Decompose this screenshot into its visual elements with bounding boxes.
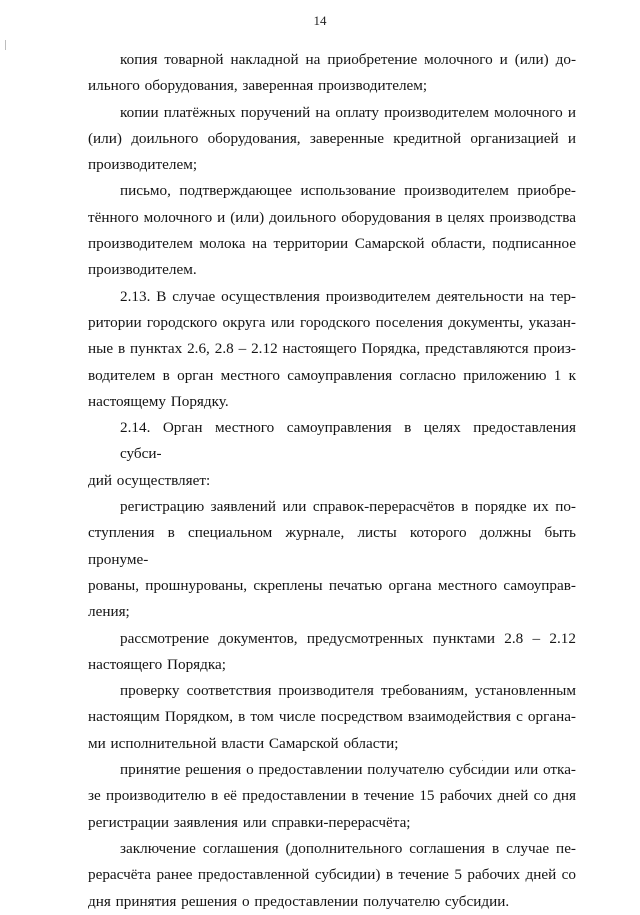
- text-line: рованы, прошнурованы, скреплены печатью органа местного самоуправ-: [88, 576, 576, 594]
- text-line: водителем в орган местного самоуправления согласно приложению 1 к: [88, 366, 576, 384]
- paragraph-2-13: [88, 284, 576, 415]
- text-line: производителем.: [88, 261, 197, 279]
- paragraph-2-14: [88, 415, 576, 494]
- paragraph-decision: [88, 757, 576, 836]
- text-line: ступления в специальном журнале, листы которого должны быть пронуме-: [88, 524, 576, 568]
- text-line: тённого молочного и (или) доильного оборудования в целях производства: [88, 208, 576, 226]
- text-line: ильного оборудования, заверенная производителем;: [88, 77, 428, 95]
- document-body: [88, 47, 576, 915]
- text-line: регистрацию заявлений или справок-перерасчётов в порядке их по-: [120, 498, 576, 516]
- text-line: принятие решения о предоставлении получателю субсидии или отка-: [120, 761, 576, 779]
- text-line: копии платёжных поручений на оплату производителем молочного и: [120, 103, 576, 121]
- text-line: ные в пунктах 2.6, 2.8 – 2.12 настоящего Порядка, представляются произ-: [88, 340, 576, 358]
- text-line: ления;: [88, 603, 130, 621]
- text-line: дня принятия решения о предоставлении получателю субсидии.: [88, 892, 510, 910]
- paragraph-review: [88, 626, 576, 679]
- text-line: проверку соответствия производителя требованиям, установленным: [120, 682, 576, 700]
- text-line: зе производителю в её предоставлении в течение 15 рабочих дней со дня: [88, 787, 576, 805]
- text-line: настоящего Порядка;: [88, 655, 226, 673]
- paragraph-1: [88, 47, 576, 100]
- paragraph-registration: [88, 494, 576, 625]
- text-line: настоящему Порядку.: [88, 392, 229, 410]
- text-line: настоящим Порядком, в том числе посредством взаимодействия с органа-: [88, 708, 576, 726]
- text-line: 2.14. Орган местного самоуправления в целях предоставления субси-: [120, 419, 576, 463]
- text-line: рассмотрение документов, предусмотренных пунктами 2.8 – 2.12: [120, 629, 576, 647]
- paragraph-3: [88, 178, 576, 283]
- paragraph-agreement: [88, 836, 576, 915]
- text-line: заключение соглашения (дополнительного соглашения в случае пе-: [120, 839, 576, 857]
- text-line: 2.13. В случае осуществления производителем деятельности на тер-: [120, 287, 576, 305]
- page-number: 14: [313, 13, 327, 28]
- text-line: письмо, подтверждающее использование производителем приобре-: [120, 182, 576, 200]
- text-line: регистрации заявления или справки-перерасчёта;: [88, 813, 411, 831]
- scan-speck: [482, 760, 483, 761]
- scan-margin-mark: [5, 40, 6, 50]
- text-line: производителем;: [88, 156, 198, 174]
- paragraph-2: [88, 100, 576, 179]
- text-line: производителем молока на территории Самарской области, подписанное: [88, 235, 576, 253]
- paragraph-check: [88, 678, 576, 757]
- text-line: (или) доильного оборудования, заверенные кредитной организацией и: [88, 129, 576, 147]
- text-line: рерасчёта ранее предоставленной субсидии) в течение 5 рабочих дней со: [88, 866, 576, 884]
- text-line: копия товарной накладной на приобретение молочного и (или) до-: [120, 51, 576, 68]
- text-line: дий осуществляет:: [88, 471, 211, 489]
- text-line: ми исполнительной власти Самарской области;: [88, 734, 399, 752]
- text-line: ритории городского округа или городского поселения документы, указан-: [88, 313, 576, 331]
